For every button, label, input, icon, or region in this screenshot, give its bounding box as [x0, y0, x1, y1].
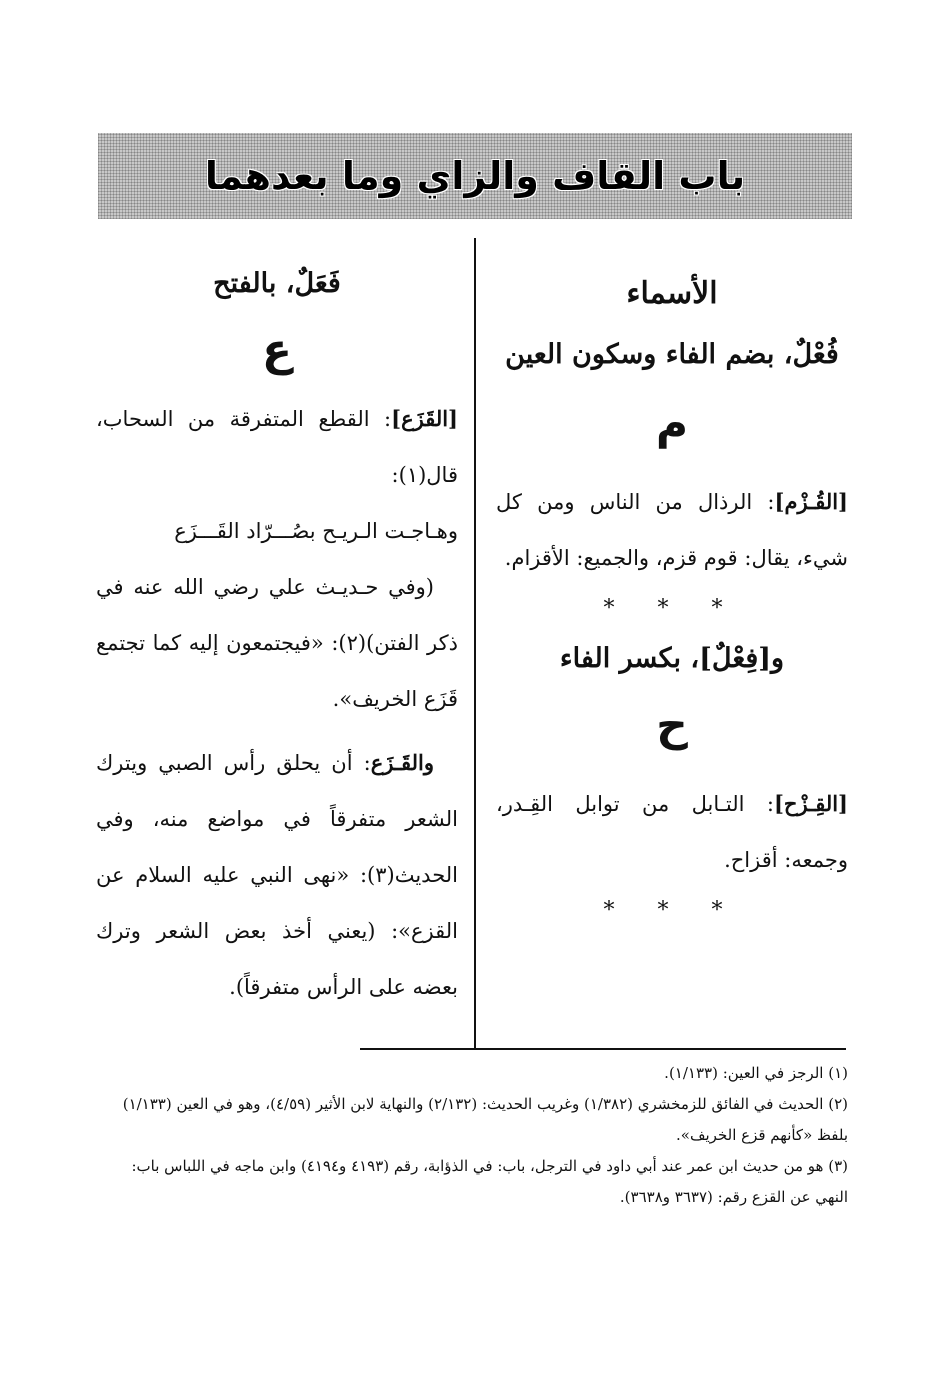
footnote-3: (٣) هو من حديث ابن عمر عند أبي داود في الترجل، باب: في الذؤابة، رقم (٤١٩٣ و٤١٩٤) وابن ماجه في اللباس باب: النهي عن القزع رقم: (٣٦٣٧ و٣٦٣٨). — [131, 1157, 848, 1206]
root-letter-ain: ع — [261, 325, 293, 376]
entry-word: والقَـزَع — [370, 750, 434, 775]
footnote-2: (٢) الحديث في الفائق للزمخشري (١/٣٨٢) وغريب الحديث: (٢/١٣٢) والنهاية لابن الأثير (٤/٥٩)، وهو في العين (١/١٣٣) بلفظ «كأنهم قزع الخريف». — [122, 1095, 848, 1144]
entry-definition: : أن يحلق رأس الصبي ويترك الشعر متفرقاً في مواضع منه، وفي الحديث(٣): «نهى النبي عليه السلام عن القزع»: (يعني أخذ بعض الشعر وترك بعضه على الرأس متفرقاً). — [96, 751, 458, 999]
pattern-heading-2: و[فِعْلٌ]، بكسر الفاء — [559, 643, 785, 674]
pattern-heading-fathah: فَعَلٌ، بالفتح — [213, 268, 341, 299]
root-letter-meem: م — [655, 398, 689, 449]
entry-word: [القَزَع] — [391, 406, 458, 431]
column-divider — [474, 238, 476, 1050]
footnotes — [100, 1058, 848, 1213]
entry-definition: : الرذال من الناس ومن كل شيء، يقال: قوم قزم، والجميع: الأقزام. — [496, 490, 848, 570]
separator-stars: * * * — [603, 596, 741, 621]
root-letter-ha: ح — [656, 700, 688, 751]
hadith-paragraph: (وفي حـديـث علي رضي الله عنه في ذكر الفتن)(٢): «فيجتمعون إليه كما تجتمع قَزَع الخريف». — [96, 575, 458, 711]
entry-qazm — [496, 474, 848, 586]
chapter-title: باب القاف والزاي وما بعدهما — [204, 154, 746, 198]
footnote-rule — [360, 1048, 846, 1050]
entry-qaza — [96, 391, 458, 503]
entry-qizh — [496, 776, 848, 888]
separator-stars: * * * — [603, 898, 741, 923]
entry-definition: : القطع المتفرقة من السحاب، قال(١): — [96, 407, 458, 487]
chapter-banner — [98, 133, 852, 219]
left-column — [96, 262, 458, 1015]
right-column — [496, 262, 848, 923]
verse-line: وهـاجـت الـريـح بصُـــرّاد القَـــزَع — [174, 519, 458, 543]
entry-definition: : التـابل من توابل القِـدر، وجمعه: أقزاح. — [496, 792, 848, 872]
pattern-heading-1: فُعْلٌ، بضم الفاء وسكون العين — [505, 339, 839, 370]
footnote-1: (١) الرجز في العين: (١/١٣٣). — [664, 1064, 848, 1082]
entry-word: [القِـزْح] — [773, 791, 848, 816]
section-heading: الأسماء — [626, 276, 718, 311]
entry-qaza-hair — [96, 735, 458, 1015]
entry-word: [القُـزْم] — [774, 489, 848, 514]
